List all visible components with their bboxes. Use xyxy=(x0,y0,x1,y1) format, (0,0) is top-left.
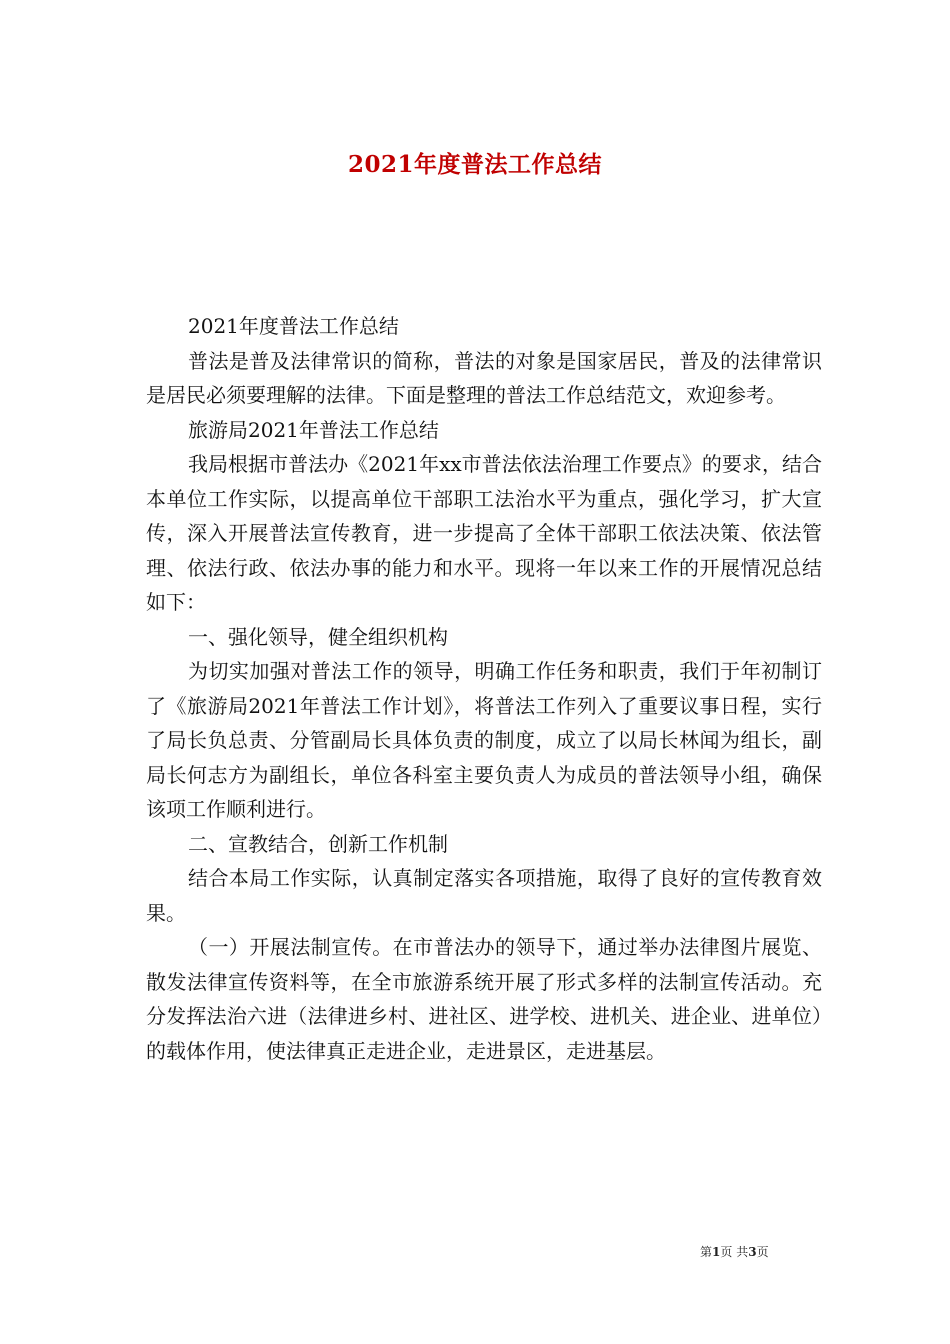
paragraph: 2021年度普法工作总结 xyxy=(188,314,399,338)
current-page: 1 xyxy=(712,1245,721,1259)
total-pages: 3 xyxy=(748,1245,757,1259)
page-number-suffix: 页 xyxy=(756,1245,769,1259)
paragraph: 结合本局工作实际，认真制定落实各项措施，取得了良好的宣传教育效果。 xyxy=(146,866,822,925)
paragraph: 旅游局2021年普法工作总结 xyxy=(188,417,439,442)
paragraph: 为切实加强对普法工作的领导，明确工作任务和职责，我们于年初制订了《旅游局2021年普法工作计划》，将普法工作列入了重要议事日程，实行了局长负总责、分管副局长具体负责的制度，成立了以局长林闻为组长，副局长何志方为副组长，单位各科室主要负责人为成员的普法领导小组，确保该项工作顺利进行。 xyxy=(146,659,822,821)
paragraph: 一、强化领导，健全组织机构 xyxy=(188,624,448,649)
paragraph: 二、宣教结合，创新工作机制 xyxy=(188,831,448,856)
page-title: 2021年度普法工作总结 xyxy=(347,151,602,179)
paragraph: 普法是普及法律常识的简称，普法的对象是国家居民，普及的法律常识是居民必须要理解的法律。下面是整理的普法工作总结范文，欢迎参考。 xyxy=(146,348,822,407)
page-number xyxy=(700,1244,769,1260)
paragraph: （一）开展法制宣传。在市普法办的领导下，通过举办法律图片展览、散发法律宣传资料等，在全市旅游系统开展了形式多样的法制宣传活动。充分发挥法治六进（法律进乡村、进社区、进学校、进机关、进企业、进单位）的载体作用，使法律真正走进企业，走进景区，走进基层。 xyxy=(146,935,822,1063)
document-body xyxy=(146,309,822,1068)
page-number-prefix: 第 xyxy=(700,1245,713,1259)
page-number-middle: 页 共 xyxy=(720,1245,749,1259)
paragraph: 我局根据市普法办《2021年xx市普法依法治理工作要点》的要求，结合本单位工作实际，以提高单位干部职工法治水平为重点，强化学习，扩大宣传，深入开展普法宣传教育，进一步提高了全体干部职工依法决策、依法管理、依法行政、依法办事的能力和水平。现将一年以来工作的开展情况总结如下： xyxy=(146,452,822,614)
